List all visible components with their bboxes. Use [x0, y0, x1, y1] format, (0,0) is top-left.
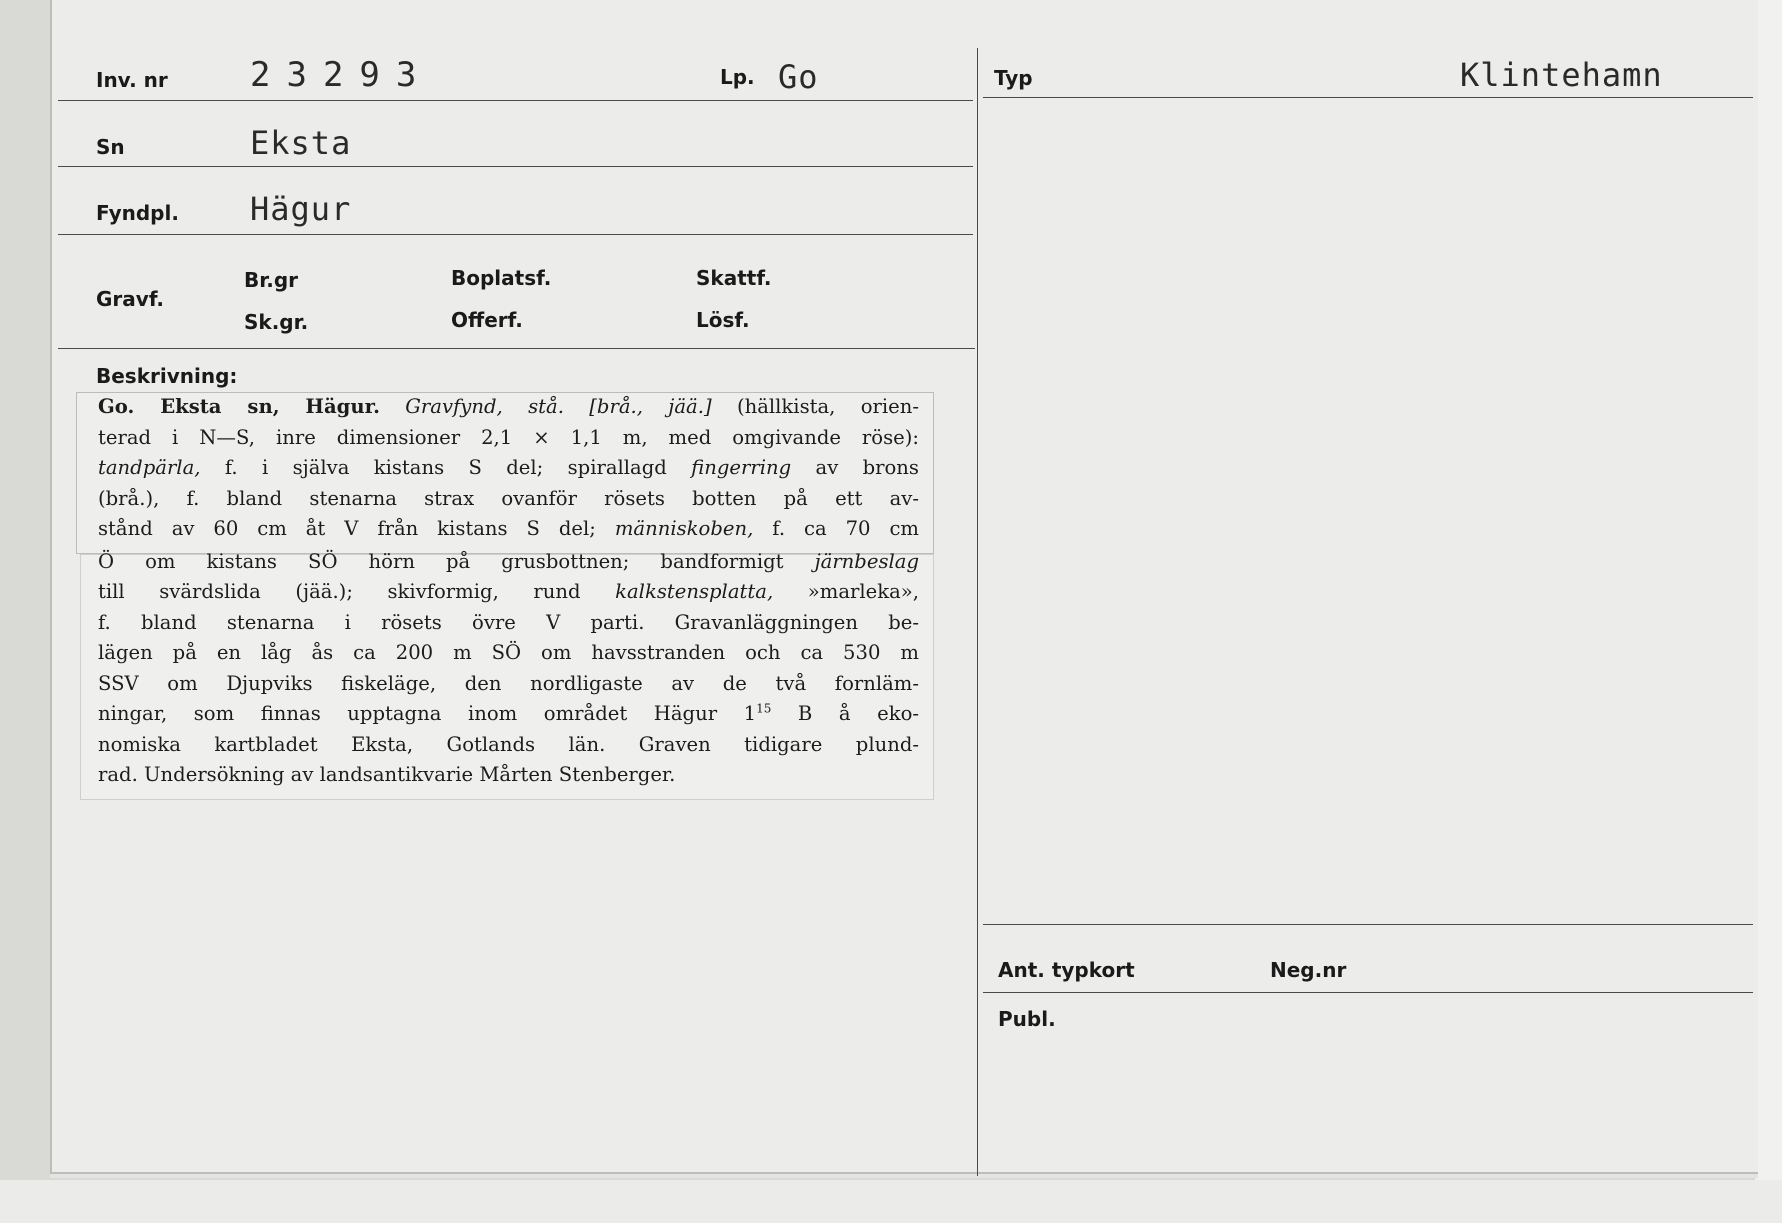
- lp-label: Lp.: [720, 65, 755, 89]
- fyndpl-value: Hägur: [250, 190, 352, 228]
- offerf-label: Offerf.: [451, 308, 523, 332]
- brgr-label: Br.gr: [244, 268, 299, 292]
- desc-line-8: f. bland stenarna i rösets övre V parti. Gravanläggningen be-: [98, 610, 919, 634]
- card-edge: [1755, 0, 1782, 1223]
- desc-line-6: Ö om kistans SÖ hörn på grusbottnen; bandformigt järnbeslag: [98, 549, 919, 573]
- sn-label: Sn: [96, 135, 125, 159]
- desc-line-3: tandpärla, f. i själva kistans S del; spirallagd fingerring av brons: [98, 456, 919, 479]
- rule-fyndpl: [58, 234, 973, 235]
- typ-value: Klintehamn: [1460, 56, 1663, 94]
- lp-value: Go: [778, 58, 819, 96]
- boplatsf-label: Boplatsf.: [451, 266, 552, 290]
- beskrivning-label: Beskrivning:: [96, 364, 238, 388]
- desc-line-10: SSV om Djupviks fiskeläge, den nordligaste av de två fornläm-: [98, 671, 919, 695]
- card-bottom-strip: [0, 1180, 1782, 1223]
- rule-ant-top: [983, 924, 1753, 925]
- rule-typ: [983, 97, 1753, 98]
- column-divider: [977, 48, 978, 1176]
- inv-nr-value: 23293: [250, 55, 433, 95]
- skattf-label: Skattf.: [696, 266, 772, 290]
- description-text: [76, 392, 933, 791]
- rule-ant-bottom: [983, 992, 1753, 993]
- desc-line-7: till svärdslida (jää.); skivformig, rund kalkstensplatta, »marleka»,: [98, 580, 920, 603]
- desc-line-11: ningar, som finnas upptagna inom området Hägur $1^{15}$ B å eko-: [98, 701, 919, 725]
- rule-sn: [58, 166, 973, 167]
- losf-label: Lösf.: [696, 308, 750, 332]
- publ-label: Publ.: [998, 1007, 1056, 1031]
- desc-line-4: (brå.), f. bland stenarna strax ovanför rösets botten på ett av-: [98, 486, 919, 510]
- skgr-label: Sk.gr.: [244, 310, 309, 334]
- desc-line-5: stånd av 60 cm åt V från kistans S del; människoben, f. ca 70 cm: [98, 517, 919, 540]
- typ-label: Typ: [994, 66, 1033, 90]
- rule-gravf: [58, 348, 975, 349]
- negnr-label: Neg.nr: [1270, 958, 1347, 982]
- desc-line-2: terad i N—S, inre dimensioner 2,1 × 1,1 m, med omgivande röse):: [98, 425, 919, 449]
- fyndpl-label: Fyndpl.: [96, 201, 179, 225]
- desc-line-1: Go. Eksta sn, Hägur. Gravfynd, stå. [brå., jää.] (hällkista, orien-: [98, 395, 920, 418]
- gravf-label: Gravf.: [96, 287, 165, 311]
- desc-line-13: rad. Undersökning av landsantikvarie Mårten Stenberger.: [98, 763, 676, 786]
- inv-nr-label: Inv. nr: [96, 68, 168, 92]
- desc-line-9: lägen på en låg ås ca 200 m SÖ om havsstranden och ca 530 m: [98, 641, 919, 664]
- desc-line-12: nomiska kartbladet Eksta, Gotlands län. Graven tidigare plund-: [98, 732, 919, 756]
- ant-typkort-label: Ant. typkort: [998, 958, 1135, 982]
- sn-value: Eksta: [250, 124, 352, 162]
- rule-inv: [58, 100, 973, 101]
